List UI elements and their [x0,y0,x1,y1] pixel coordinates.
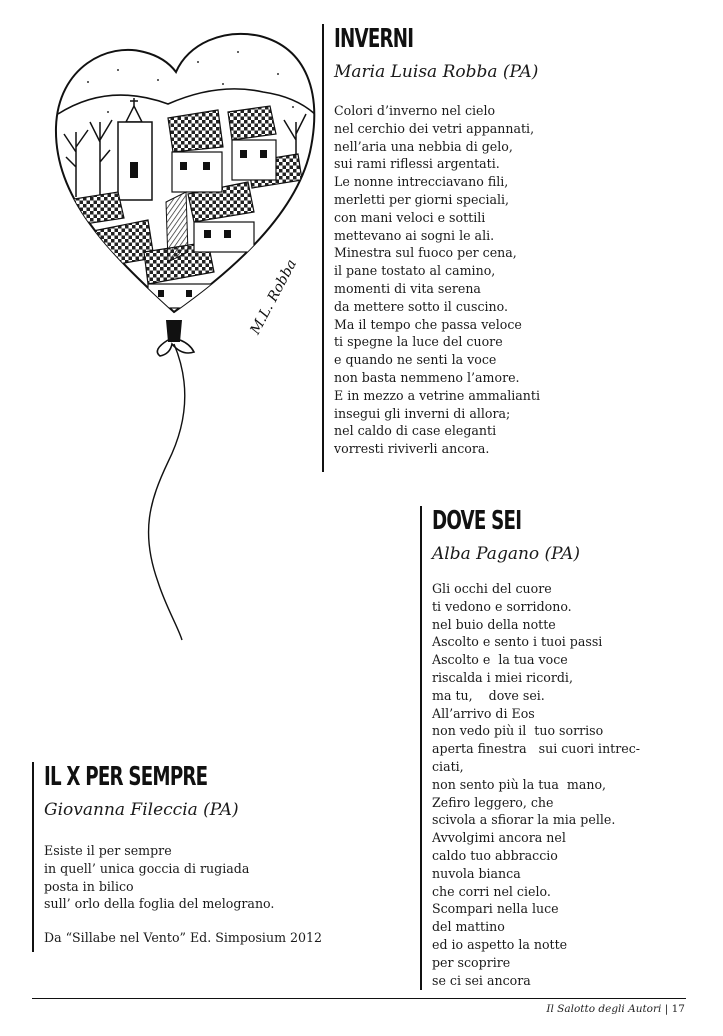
poem-line: merletti per giorni speciali, [334,191,510,207]
poem-line: sull’ orlo della foglia del melograno. [44,896,275,912]
poem-line: con mani veloci e sottili [334,209,486,225]
poem-inverni [322,24,622,472]
poem-line: non vedo più il tuo sorriso [432,723,604,739]
poem-line: E in mezzo a vetrine ammalianti [334,387,541,403]
poem-line: non sento più la tua mano, [432,776,607,792]
poem-line: aperta finestra sui cuori intrec- [432,741,641,757]
poem-line: nuvola bianca [432,865,521,881]
poem-line: caldo tuo abbraccio [432,847,558,863]
poem-line: se ci sei ancora [432,972,531,988]
poem-il-x-per-sempre [32,762,332,952]
vertical-rule [322,24,324,472]
poem-line: Gli occhi del cuore [432,581,552,596]
poem-line: sui rami riflessi argentati. [334,156,500,172]
poem-lines [44,842,332,913]
poem-line: ma tu, dove sei. [432,687,545,703]
page-footer [546,1003,685,1015]
poem-line: mettevano ai sogni le ali. [334,227,495,243]
poem-line: in quell’ unica goccia di rugiada [44,860,250,876]
poem-line: e quando ne senti la voce [334,352,497,368]
poem-author: Alba Pagano (PA) [432,544,580,564]
poem-line: il pane tostato al camino, [334,263,496,279]
poem-line: Colori d’inverno nel cielo [334,103,496,118]
footer-rule [32,998,686,999]
magazine-name: Il Salotto degli Autori [546,1003,662,1015]
poem-line: ciati, [432,758,464,774]
poem-line: ti spegne la luce del cuore [334,334,503,350]
poem-line: da mettere sotto il cuscino. [334,298,509,314]
poem-lines [334,102,622,458]
poem-line: nel caldo di case eleganti [334,423,497,439]
poem-line: Ascolto e sento i tuoi passi [432,634,603,650]
balloon-knot [166,320,182,342]
poem-line: insegui gli inverni di allora; [334,405,511,421]
poem-line: momenti di vita serena [334,280,481,296]
poem-line: non basta nemmeno l’amore. [334,369,520,385]
poem-line: che corri nel cielo. [432,883,551,899]
poem-line: Avvolgimi ancora nel [432,830,566,846]
poem-line: ti vedono e sorridono. [432,598,572,614]
poem-lines [432,580,710,989]
poem-line: Scompari nella luce [432,901,559,917]
poem-line: nel cerchio dei vetri appannati, [334,120,535,136]
poem-author: Maria Luisa Robba (PA) [334,62,539,82]
poem-line: Le nonne intrecciavano fili, [334,174,509,190]
poem-title: IL X PER SEMPRE [44,762,208,792]
artist-signature: M.L. Robba [247,256,301,338]
poem-line: Ascolto e la tua voce [432,652,568,668]
poem-line: vorresti riviverli ancora. [334,441,490,457]
poem-title: INVERNI [334,24,414,54]
poem-line: Ma il tempo che passa veloce [334,316,522,332]
poem-line: nel buio della notte [432,616,556,632]
vertical-rule [420,506,422,990]
poem-line: riscalda i miei ricordi, [432,669,573,685]
poem-line: Esiste il per sempre [44,843,172,858]
heart-balloon-illustration [48,22,328,642]
poem-line: Zefiro leggero, che [432,794,554,810]
poem-title: DOVE SEI [432,506,522,536]
poem-dove-sei [420,506,710,990]
poem-line: posta in bilico [44,878,134,894]
poem-line: del mattino [432,919,505,935]
poem-source-credit: Da “Sillabe nel Vento” Ed. Simposium 2012 [44,930,323,946]
page-number: 17 [671,1003,685,1015]
balloon-string [149,344,185,640]
poem-line: ed io aspetto la notte [432,936,568,952]
poem-line: nell’aria una nebbia di gelo, [334,138,513,154]
poem-line: Minestra sul fuoco per cena, [334,245,517,261]
vertical-rule [32,762,34,952]
poem-line: All’arrivo di Eos [432,705,535,721]
poem-line: per scoprire [432,954,511,970]
poem-author: Giovanna Fileccia (PA) [44,800,239,820]
footer-separator: | [664,1003,669,1015]
poem-line: scivola a sfiorar la mia pelle. [432,812,616,828]
